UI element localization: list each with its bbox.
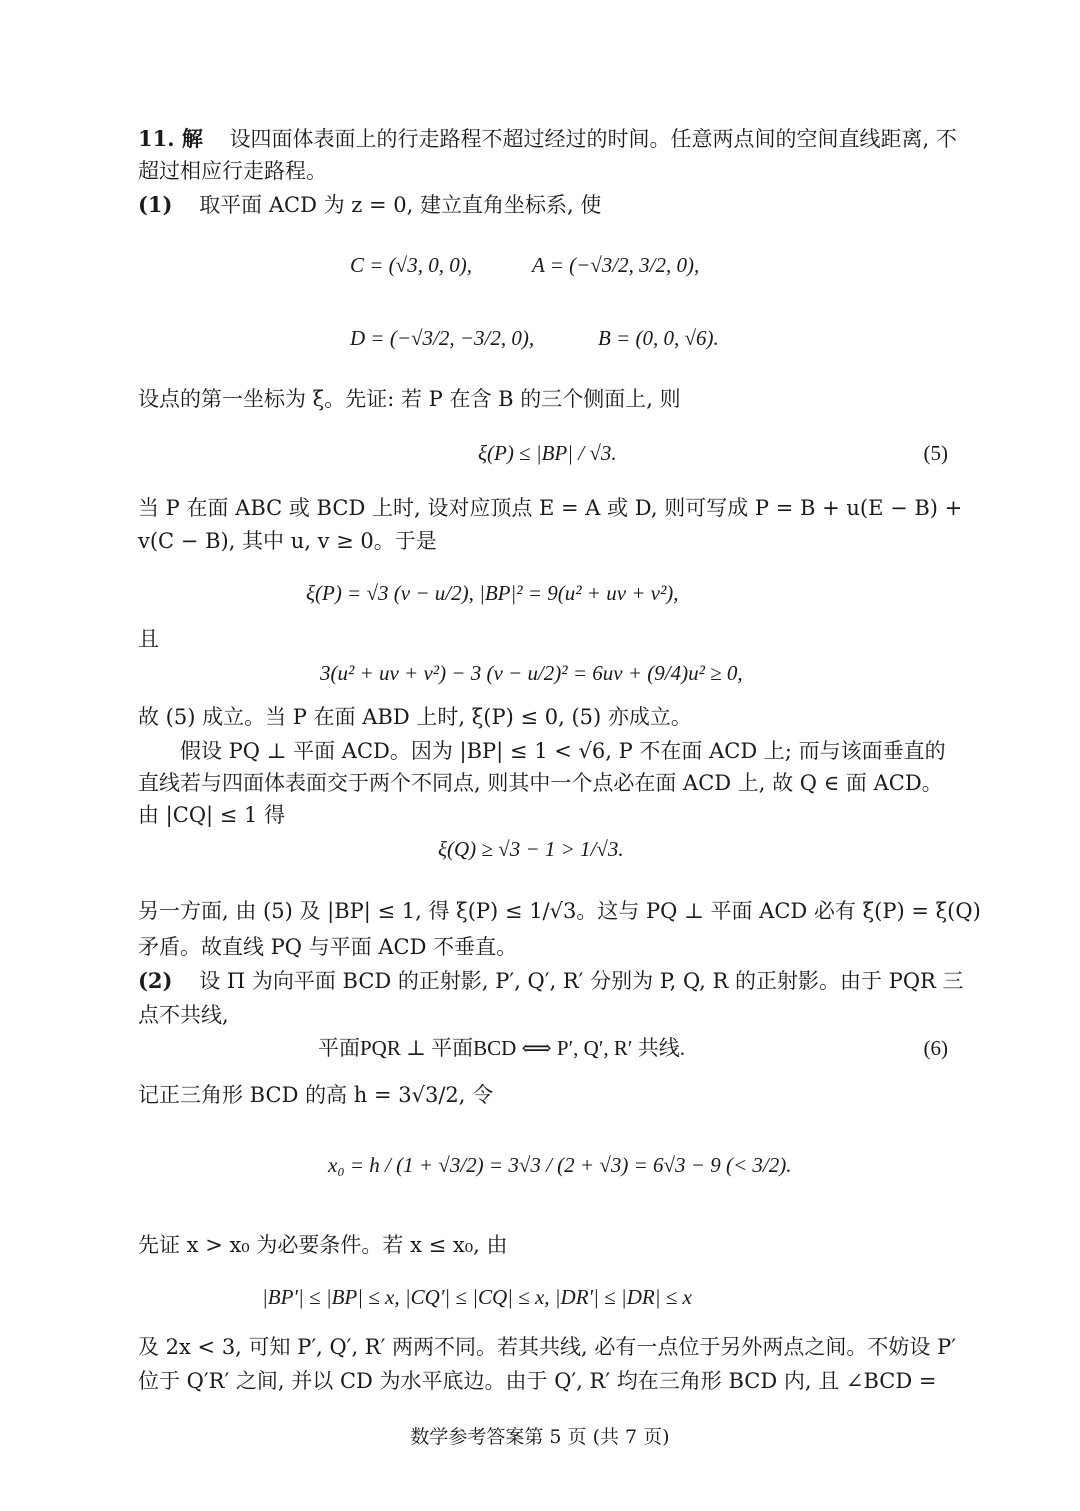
intro-line-2: 超过相应行走路程。 [138, 159, 327, 183]
coord-a: A = (−√3/2, 3/2, 0), [532, 253, 700, 277]
part1-setup: (1) 取平面 ACD 为 z = 0, 建立直角坐标系, 使 [138, 192, 602, 217]
equation-inequality: 3(u² + uv + v²) − 3 (v − u/2)² = 6uv + (9/4)u² ≥ 0, [320, 661, 743, 685]
problem-number: 11. 解 [138, 126, 203, 151]
other-line-1: 另一方面, 由 (5) 及 |BP| ≤ 1, 得 ξ(P) ≤ 1/√3。这与 PQ ⊥ 平面 ACD 必有 ξ(P) = ξ(Q) [138, 899, 981, 923]
perp-line-2: 直线若与四面体表面交于两个不同点, 则其中一个点必在面 ACD 上, 故 Q ∈ 面 ACD。 [138, 771, 943, 795]
part2-label: (2) [138, 968, 173, 993]
other-line-2: 矛盾。故直线 PQ 与平面 ACD 不垂直。 [138, 935, 518, 959]
part1-label: (1) [138, 192, 173, 217]
part2-line-1: (2) 设 Π 为向平面 BCD 的正射影, P′, Q′, R′ 分别为 P, Q, R 的正射影。由于 PQR 三 [138, 968, 964, 993]
coord-d: D = (−√3/2, −3/2, 0), [350, 326, 535, 350]
equation-x0: x₀ = h / (1 + √3/2) = 3√3 / (2 + √3) = 6√3 − 9 (< 3/2). [328, 1153, 792, 1177]
equation-5-tag: (5) [923, 441, 948, 465]
equation-5: ξ(P) ≤ |BP| / √3. [478, 441, 617, 465]
and-line: 且 [138, 627, 159, 651]
perp-line-1: 假设 PQ ⊥ 平面 ACD。因为 |BP| ≤ 1 < √6, P 不在面 ACD 上; 而与该面垂直的 [180, 739, 946, 763]
height-line: 记正三角形 BCD 的高 h = 3√3/2, 令 [138, 1083, 494, 1107]
case-line-2: v(C − B), 其中 u, v ≥ 0。于是 [138, 529, 437, 553]
equation-distances: |BP′| ≤ |BP| ≤ x, |CQ′| ≤ |CQ| ≤ x, |DR′| ≤ |DR| ≤ x [262, 1285, 692, 1309]
case-line-1: 当 P 在面 ABC 或 BCD 上时, 设对应顶点 E = A 或 D, 则可写成 P = B + u(E − B) + [138, 496, 963, 520]
coord-c: C = (√3, 0, 0), [350, 253, 472, 277]
equation-xi: ξ(P) = √3 (v − u/2), |BP|² = 9(u² + uv + v²), [306, 581, 679, 605]
equation-q: ξ(Q) ≥ √3 − 1 > 1/√3. [438, 837, 624, 861]
equation-6-tag: (6) [923, 1036, 948, 1060]
necessary-line: 先证 x > x₀ 为必要条件。若 x ≤ x₀, 由 [138, 1233, 508, 1257]
perp-line-3: 由 |CQ| ≤ 1 得 [138, 803, 286, 827]
conclude-line: 故 (5) 成立。当 P 在面 ABD 上时, ξ(P) ≤ 0, (5) 亦成立。 [138, 705, 692, 729]
end-line-2: 位于 Q′R′ 之间, 并以 CD 为水平底边。由于 Q′, R′ 均在三角形 BCD 内, 且 ∠BCD = [138, 1369, 937, 1393]
equation-6: 平面PQR ⊥ 平面BCD ⟺ P′, Q′, R′ 共线. [318, 1036, 686, 1060]
intro-line-1: 11. 解 设四面体表面上的行走路程不超过经过的时间。任意两点间的空间直线距离, 不 [138, 126, 957, 151]
page-footer: 数学参考答案第 5 页 (共 7 页) [410, 1426, 670, 1448]
coord-b: B = (0, 0, √6). [598, 326, 719, 350]
end-line-1: 及 2x < 3, 可知 P′, Q′, R′ 两两不同。若其共线, 必有一点位于另外两点之间。不妨设 P′ [138, 1335, 956, 1359]
claim-line: 设点的第一坐标为 ξ。先证: 若 P 在含 B 的三个侧面上, 则 [138, 387, 681, 411]
part2-line-2: 点不共线, [138, 1003, 229, 1027]
